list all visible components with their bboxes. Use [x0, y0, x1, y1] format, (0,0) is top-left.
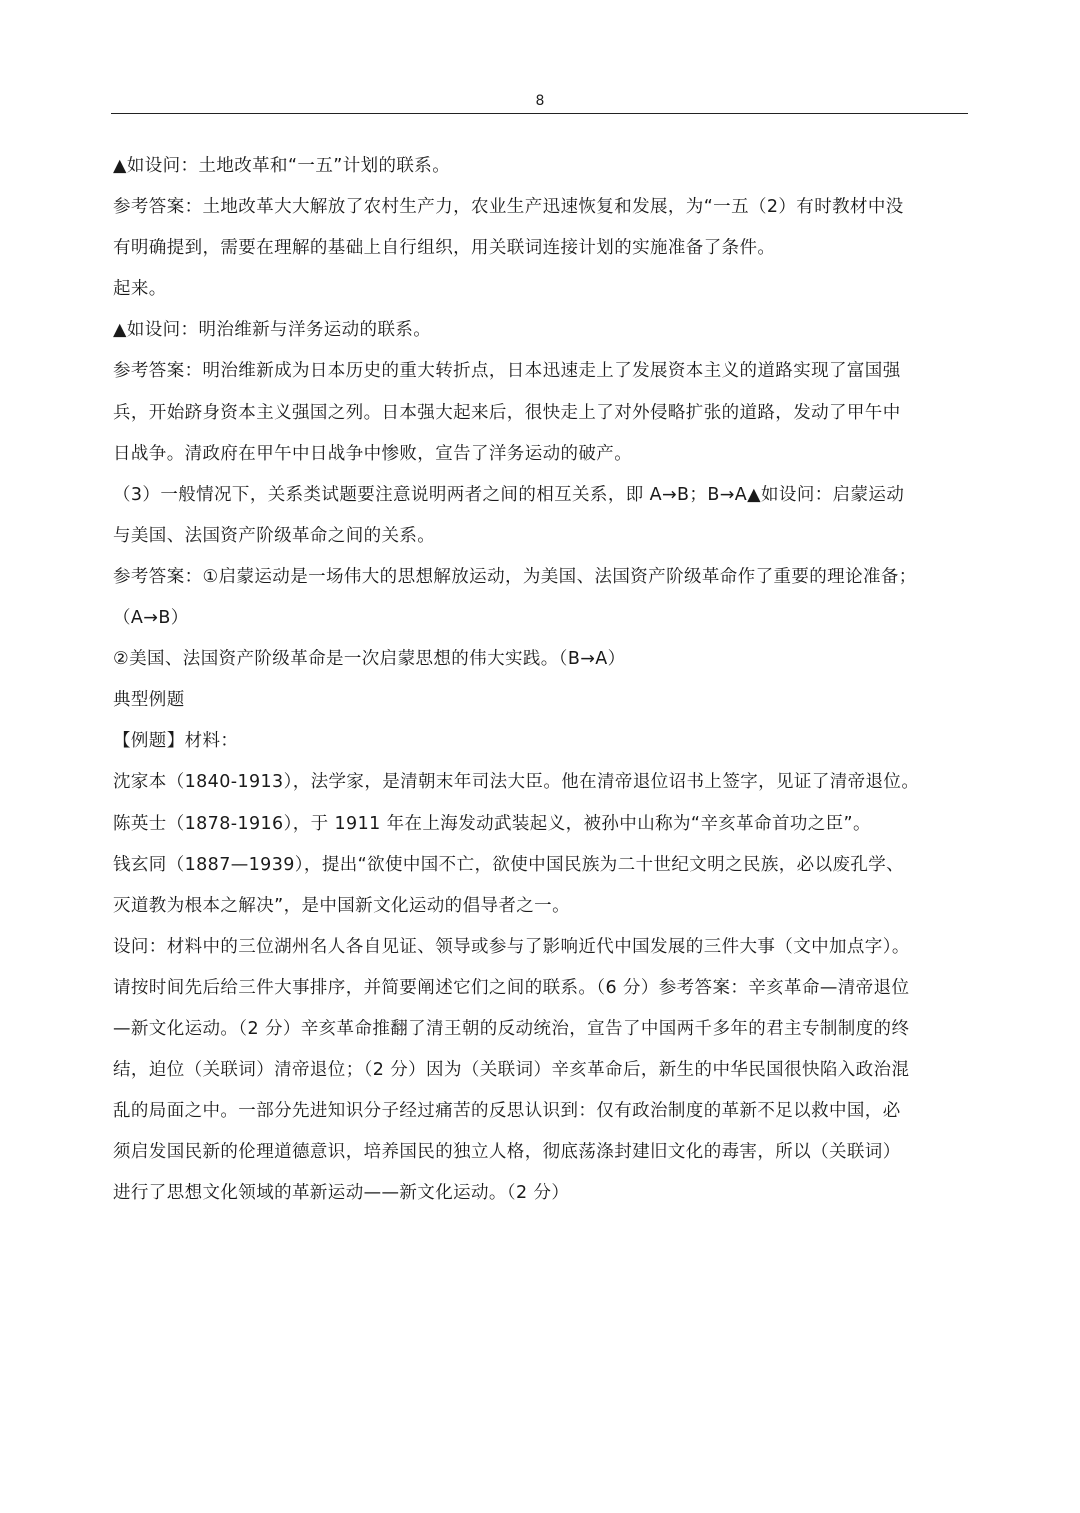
text-line: 请按时间先后给三件大事排序，并简要阐述它们之间的联系。（6 分）参考答案：辛亥革命—清帝退位: [113, 977, 910, 998]
text-line: ▲如设问：明治维新与洋务运动的联系。: [113, 320, 432, 341]
text-line: —新文化运动。（2 分）辛亥革命推翻了清王朝的反动统治，宣告了中国两千多年的君主专制制度的终: [113, 1018, 910, 1039]
text-line: （3）一般情况下，关系类试题要注意说明两者之间的相互关系，即 A→B；B→A▲如设问：启蒙运动: [113, 484, 905, 505]
text-line: 乱的局面之中。一部分先进知识分子经过痛苦的反思认识到：仅有政治制度的革新不足以救中国，必: [113, 1101, 901, 1122]
text-line: 结，迫位（关联词）清帝退位；（2 分）因为（关联词）辛亥革命后，新生的中华民国很快陷入政治混: [113, 1060, 910, 1081]
text-line: 参考答案：明治维新成为日本历史的重大转折点，日本迅速走上了发展资本主义的道路实现了富国强: [113, 361, 901, 382]
text-line: 进行了思想文化领域的革新运动——新文化运动。（2 分）: [113, 1183, 570, 1204]
document-body: [113, 146, 970, 1214]
section-heading: 典型例题: [113, 690, 185, 711]
text-line: 起来。: [113, 279, 167, 300]
text-line: 兵，开始跻身资本主义强国之列。日本强大起来后，很快走上了对外侵略扩张的道路，发动了甲午中: [113, 402, 901, 423]
text-line: 灭道教为根本之解决”，是中国新文化运动的倡导者之一。: [113, 895, 570, 916]
text-line: 须启发国民新的伦理道德意识，培养国民的独立人格，彻底荡涤封建旧文化的毒害，所以（关联词）: [113, 1142, 901, 1163]
example-label: 【例题】材料：: [113, 731, 239, 752]
page-number: 8: [535, 93, 545, 109]
text-line: 钱玄同（1887—1939），提出“欲使中国不亡，欲使中国民族为二十世纪文明之民族，必以废孔学、: [113, 854, 905, 875]
text-line: 陈英士（1878-1916），于 1911 年在上海发动武装起义，被孙中山称为“辛亥革命首功之臣”。: [113, 813, 871, 834]
text-line: 参考答案：土地改革大大解放了农村生产力，农业生产迅速恢复和发展，为“一五（2）有时教材中没: [113, 197, 904, 218]
text-line: 有明确提到，需要在理解的基础上自行组织，用关联词连接计划的实施准备了条件。: [113, 238, 776, 259]
text-line: 日战争。清政府在甲午中日战争中惨败，宣告了洋务运动的破产。: [113, 443, 633, 464]
text-line: ▲如设问：土地改革和“一五”计划的联系。: [113, 156, 451, 176]
text-line: 设问：材料中的三位湖州名人各自见证、领导或参与了影响近代中国发展的三件大事（文中加点字）。: [113, 936, 910, 957]
header-rule: [111, 113, 968, 114]
text-line: ②美国、法国资产阶级革命是一次启蒙思想的伟大实践。（B→A）: [113, 649, 626, 670]
text-line: 沈家本（1840-1913），法学家，是清朝末年司法大臣。他在清帝退位诏书上签字，见证了清帝退位。: [113, 772, 920, 793]
text-line: （A→B）: [113, 608, 189, 629]
text-line: 与美国、法国资产阶级革命之间的关系。: [113, 525, 436, 546]
text-line: 参考答案：①启蒙运动是一场伟大的思想解放运动，为美国、法国资产阶级革命作了重要的理论准备；: [113, 566, 917, 587]
